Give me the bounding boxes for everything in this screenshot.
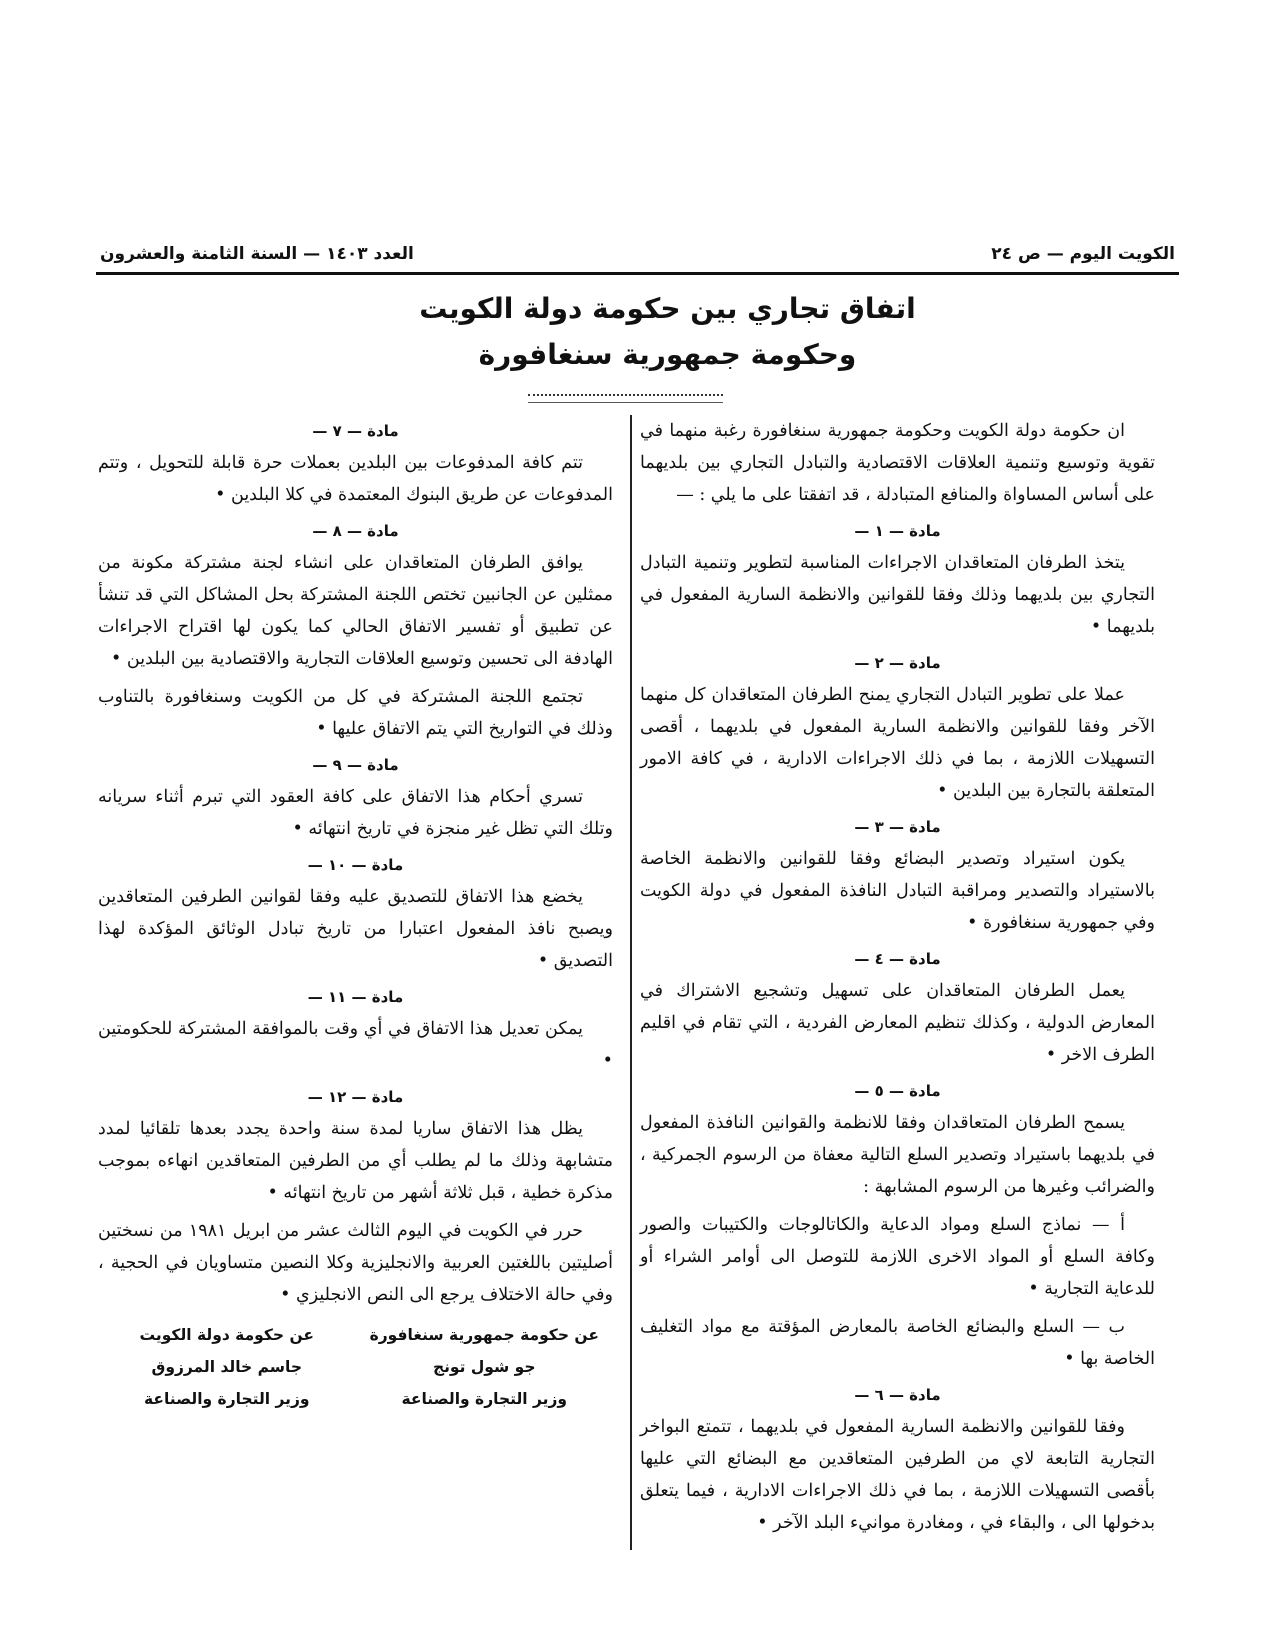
article-paragraph: يمكن تعديل هذا الاتفاق في أي وقت بالموافقة المشتركة للحكومتين • [98, 1019, 613, 1071]
title-ornament [528, 394, 723, 403]
article-paragraph: حرر في الكويت في اليوم الثالث عشر من ابريل ١٩٨١ من نسختين أصليتين باللغتين العربية والانجليزية وكلا النصين متساويان في الحجية ، وفي حالة الاختلاف يرجع الى النص الانجليزي • [98, 1221, 613, 1305]
article-paragraph: يكون استيراد وتصدير البضائع وفقا للقوانين والانظمة الخاصة بالاستيراد والتصدير ومراقبة التبادل النافذة المفعول في دولة الكويت وفي جمهورية سنغافورة • [640, 849, 1155, 933]
article-heading: مادة — ١ — [854, 522, 941, 540]
header-rule [96, 272, 1179, 275]
signature-kuwait-name: جاسم خالد المرزوق [151, 1358, 303, 1376]
article-paragraph: يعمل الطرفان المتعاقدان على تسهيل وتشجيع الاشتراك في المعارض الدولية ، وكذلك تنظيم المعارض الفردية ، التي تقام في اقليم الطرف الاخر • [640, 981, 1155, 1065]
article-paragraph: تجتمع اللجنة المشتركة في كل من الكويت وسنغافورة بالتناوب وذلك في التواريخ التي يتم الاتفاق عليها • [98, 687, 613, 739]
article-paragraph: عملا على تطوير التبادل التجاري يمنح الطرفان المتعاقدان كل منهما الآخر وفقا للقوانين والانظمة السارية المفعول في بلديهما ، أقصى التسهيلات اللازمة ، بما في ذلك الاجراءات الادارية ، في كافة الامور المتعلقة بالتجارة بين البلدين • [640, 685, 1155, 801]
article-paragraph: تسري أحكام هذا الاتفاق على كافة العقود التي تبرم أثناء سريانه وتلك التي تظل غير منجزة في تاريخ انتهائه • [98, 787, 613, 839]
column-divider [630, 415, 632, 1550]
article-paragraph: يوافق الطرفان المتعاقدان على انشاء لجنة مشتركة مكونة من ممثلين عن الجانبين تختص اللجنة المشتركة بحل المشاكل التي قد تنشأ عن تطبيق أو تفسير الاتفاق الحالي كما يكون لها اقتراح الاجراءات الهادفة الى تحسين وتوسيع العلاقات التجارية والاقتصادية بين البلدين • [98, 553, 613, 669]
article-heading: مادة — ٨ — [312, 522, 399, 540]
article-paragraph: يظل هذا الاتفاق ساريا لمدة سنة واحدة يجدد بعدها تلقائيا لمدد متشابهة وذلك ما لم يطلب أي من الطرفين المتعاقدين انهاءه بموجب مذكرة خطية ، قبل ثلاثة أشهر من تاريخ انتهائه • [98, 1119, 613, 1203]
article-paragraph: ان حكومة دولة الكويت وحكومة جمهورية سنغافورة رغبة منهما في تقوية وتوسيع وتنمية العلاقات الاقتصادية والتبادل التجاري بين بلديهما على أساس المساواة والمنافع المتبادلة ، قد اتفقتا على ما يلي : — [640, 421, 1155, 505]
page-header [100, 238, 1175, 270]
article-paragraph: يتخذ الطرفان المتعاقدان الاجراءات المناسبة لتطوير وتنمية التبادل التجاري بين بلديهما وذلك وفقا للقوانين والانظمة السارية المفعول في بلديهما • [640, 553, 1155, 637]
article-heading: مادة — ٢ — [854, 654, 941, 672]
article-heading: مادة — ١٠ — [307, 856, 404, 874]
article-heading: مادة — ٩ — [312, 756, 399, 774]
article-heading: مادة — ٦ — [854, 1386, 941, 1404]
article-paragraph: ب — السلع والبضائع الخاصة بالمعارض المؤقتة مع مواد التغليف الخاصة بها • [640, 1317, 1155, 1369]
left-column [98, 415, 613, 1415]
article-heading: مادة — ٣ — [854, 818, 941, 836]
signature-singapore-label: عن حكومة جمهورية سنغافورة [369, 1326, 599, 1344]
header-issue-page: الكويت اليوم — ص ٢٤ [991, 244, 1175, 264]
title-line-2: وحكومة جمهورية سنغافورة [478, 338, 857, 371]
article-heading: مادة — ٧ — [312, 422, 399, 440]
left-column-body [98, 417, 613, 1311]
signature-kuwait-label: عن حكومة دولة الكويت [139, 1326, 315, 1344]
signature-block [98, 1319, 613, 1415]
article-heading: مادة — ٥ — [854, 1082, 941, 1100]
document-title [96, 288, 1179, 376]
article-heading: مادة — ٤ — [854, 950, 941, 968]
signature-singapore-title: وزير التجارة والصناعة [401, 1390, 567, 1408]
article-paragraph: أ — نماذج السلع ومواد الدعاية والكاتالوجات والكتيبات والصور وكافة السلع أو المواد الاخرى اللازمة للتوصل الى أوامر الشراء أو للدعاية التجارية • [640, 1215, 1155, 1299]
article-paragraph: وفقا للقوانين والانظمة السارية المفعول في بلديهما ، تتمتع البواخر التجارية التابعة لاي من الطرفين المتعاقدين مع البضائع التي عليها بأقصى التسهيلات اللازمة ، بما في ذلك الاجراءات الادارية ، فيما يتعلق بدخولها الى ، والبقاء في ، ومغادرة موانيء البلد الآخر • [640, 1417, 1155, 1533]
article-paragraph: تتم كافة المدفوعات بين البلدين بعملات حرة قابلة للتحويل ، وتتم المدفوعات عن طريق البنوك المعتمدة في كلا البلدين • [98, 453, 613, 505]
signature-singapore-name: جو شول تونج [432, 1358, 536, 1376]
article-heading: مادة — ١٢ — [307, 1088, 404, 1106]
article-paragraph: يسمح الطرفان المتعاقدان وفقا للانظمة والقوانين النافذة المفعول في بلديهما باستيراد وتصدير السلع التالية معفاة من الرسوم الجمركية ، والضرائب وغيرها من الرسوم المشابهة : [640, 1113, 1155, 1197]
title-line-1: اتفاق تجاري بين حكومة دولة الكويت [419, 292, 916, 325]
article-paragraph: يخضع هذا الاتفاق للتصديق عليه وفقا لقوانين الطرفين المتعاقدين ويصبح نافذ المفعول اعتبارا من تاريخ تبادل الوثائق المؤكدة لهذا التصديق • [98, 887, 613, 971]
signature-kuwait-title: وزير التجارة والصناعة [143, 1390, 310, 1408]
right-column [640, 415, 1155, 1545]
article-heading: مادة — ١١ — [307, 988, 404, 1006]
header-issue-number: العدد ١٤٠٣ — السنة الثامنة والعشرون [100, 244, 414, 264]
